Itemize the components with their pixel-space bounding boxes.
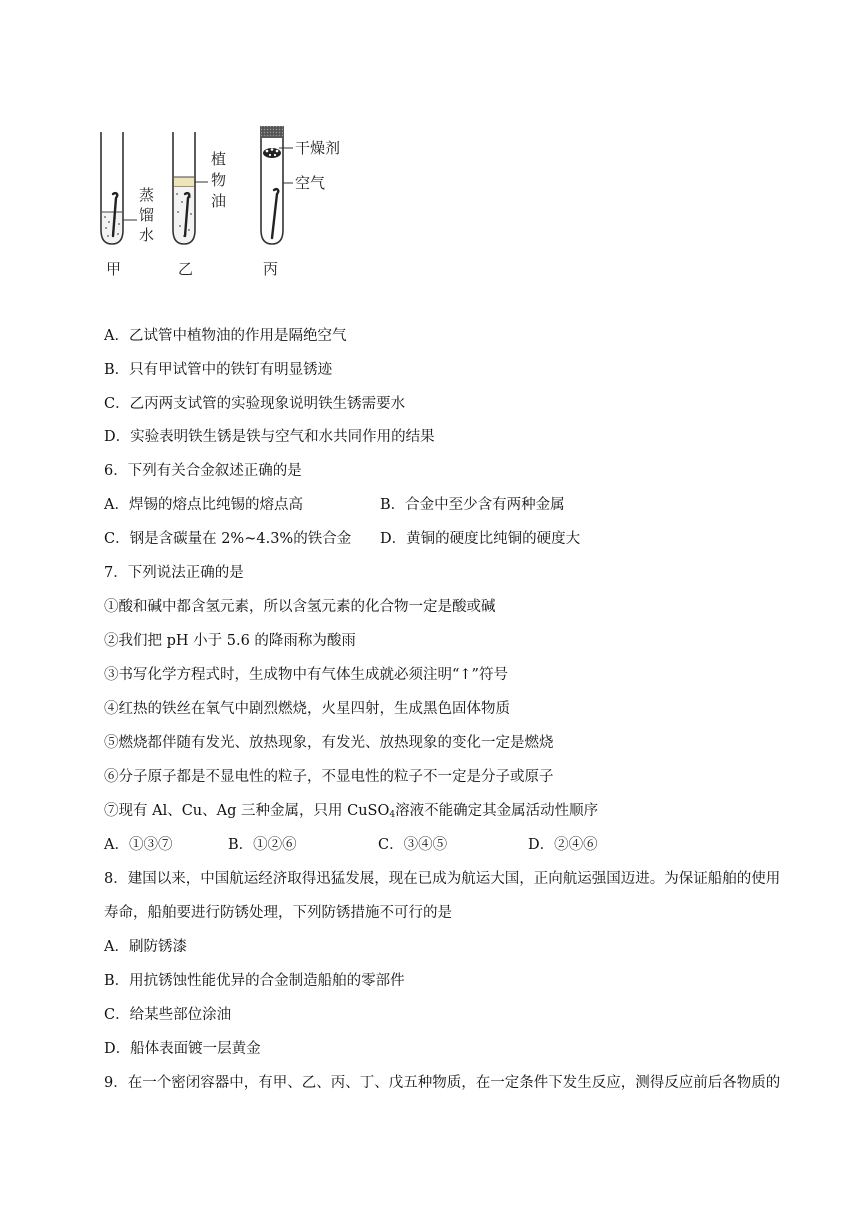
q5-option-d: D．实验表明铁生锈是铁与空气和水共同作用的结果 — [104, 429, 435, 445]
q8-option-c: C．给某些部位涂油 — [104, 1007, 232, 1023]
q6-option-a: A．焊锡的熔点比纯锡的熔点高 — [104, 497, 303, 513]
q8-stem-line-2: 寿命，船舶要进行防锈处理，下列防锈措施不可行的是 — [104, 905, 452, 921]
label-distilled-water-1: 蒸 — [139, 186, 155, 204]
q7-statement-5: ⑤燃烧都伴随有发光、放热现象，有发光、放热现象的变化一定是燃烧 — [104, 735, 554, 751]
desiccant-granules — [263, 148, 281, 158]
label-distilled-water-2: 馏 — [139, 206, 155, 224]
q7-option-c: C．③④⑤ — [378, 837, 448, 853]
label-vegetable-oil-3: 油 — [211, 192, 227, 210]
q8-stem-line-1: 8．建国以来，中国航运经济取得迅猛发展，现在已成为航运大国，正向航运强国迈进。为保证船舶的使用 — [104, 871, 781, 887]
label-vegetable-oil-2: 物 — [211, 171, 227, 189]
q6-stem: 6．下列有关合金叙述正确的是 — [104, 463, 302, 479]
label-tube-c: 丙 — [263, 260, 279, 278]
q7-statement-4: ④红热的铁丝在氧气中剧烈燃烧，火星四射，生成黑色固体物质 — [104, 701, 510, 717]
test-tube-c — [260, 126, 284, 244]
q7-statement-6: ⑥分子原子都是不显电性的粒子，不显电性的粒子不一定是分子或原子 — [104, 769, 554, 785]
label-tube-b: 乙 — [178, 260, 194, 278]
label-vegetable-oil-1: 植 — [211, 150, 227, 168]
q7-option-d: D．②④⑥ — [528, 837, 598, 853]
q7-stem: 7．下列说法正确的是 — [104, 565, 244, 581]
q9-stem-line-1: 9．在一个密闭容器中，有甲、乙、丙、丁、戊五种物质，在一定条件下发生反应，测得反应前后各物质的 — [104, 1075, 781, 1091]
q7-statement-2: ②我们把 pH 小于 5.6 的降雨称为酸雨 — [104, 633, 356, 649]
q7-option-a: A．①③⑦ — [104, 837, 173, 853]
q5-option-c: C．乙丙两支试管的实验现象说明铁生锈需要水 — [104, 396, 406, 412]
test-tube-b — [173, 132, 195, 244]
q5-option-a: A．乙试管中植物油的作用是隔绝空气 — [104, 328, 347, 344]
label-air: 空气 — [295, 174, 326, 192]
q7-statement-7 — [104, 801, 598, 825]
label-desiccant: 干燥剂 — [295, 139, 341, 157]
q6-option-d: D．黄铜的硬度比纯铜的硬度大 — [380, 531, 581, 547]
label-distilled-water-3: 水 — [139, 226, 155, 244]
q7-statement-7-after: 溶液不能确定其金属活动性顺序 — [395, 803, 599, 819]
test-tubes-diagram — [95, 122, 365, 282]
q5-option-b: B．只有甲试管中的铁钉有明显锈迹 — [104, 362, 333, 378]
q8-option-d: D．船体表面镀一层黄金 — [104, 1041, 261, 1057]
q7-statement-1: ①酸和碱中都含氢元素，所以含氢元素的化合物一定是酸或碱 — [104, 599, 496, 615]
q6-option-c: C．钢是含碳量在 2%~4.3%的铁合金 — [104, 531, 352, 547]
q7-statement-7-before: ⑦现有 Al、Cu、Ag 三种金属，只用 CuSO — [104, 803, 390, 819]
q6-option-b: B．合金中至少含有两种金属 — [380, 497, 565, 513]
q7-statement-3: ③书写化学方程式时，生成物中有气体生成就必须注明“↑”符号 — [104, 667, 508, 683]
q8-option-b: B．用抗锈蚀性能优异的合金制造船舶的零部件 — [104, 973, 405, 989]
q7-statement-7-subscript: 4 — [389, 810, 396, 820]
test-tube-a — [101, 132, 123, 244]
q7-option-b: B．①②⑥ — [228, 837, 297, 853]
label-tube-a: 甲 — [106, 260, 122, 278]
iron-rust-experiment-figure — [95, 122, 365, 282]
q8-option-a: A．刷防锈漆 — [104, 939, 187, 955]
